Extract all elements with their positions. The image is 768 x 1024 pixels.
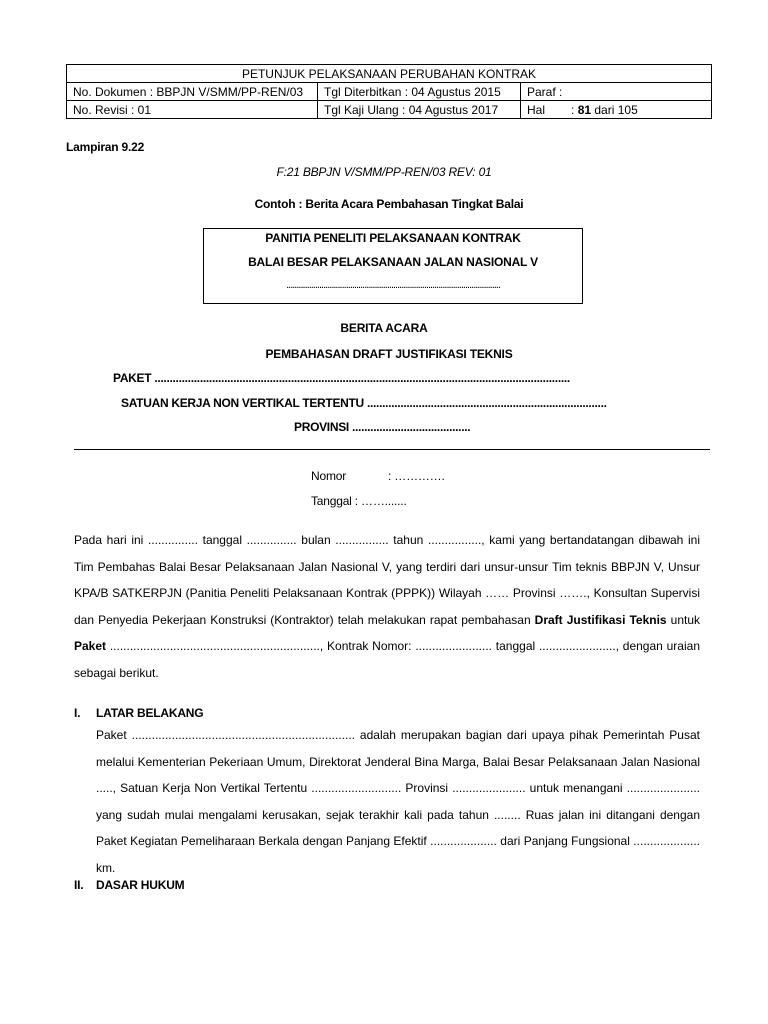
tanggal-label: Tanggal : ……....... [311,494,407,508]
intro-bold-paket: Paket [74,639,107,653]
title-divider [74,449,710,450]
doc-title-line-1: BERITA ACARA [340,321,428,335]
review-date-cell: Tgl Kaji Ulang : 04 Agustus 2017 [318,101,521,119]
section-1-number: I. [74,706,81,720]
intro-bold-draft: Draft Justifikasi Teknis [534,612,667,627]
committee-box [203,228,583,304]
document-header-table [66,64,712,119]
section-1-body: Paket ................................................................... adalah merupakan bagian dari upaya pihak Pemerintah Pusat melalui Kementerian Pekeriaan Umum, Direktorat Jenderal Bina Marga, Balai Besar Pelaksanaan Jalan Nasional ....., Satuan Kerja Non Vertikal Tertentu ........................... Provinsi ...................... untuk menangani ...................... yang sudah mulai mengalami kerusakan, sejak terakhir kali pada tahun ........ Ruas jalan ini ditangani dengan Paket Kegiatan Pemeliharaan Berkala dengan Panjang Efektif .................... dari Panjang Fungsional .................... km. [96,728,700,875]
intro-text-2: untuk [666,612,700,627]
committee-line-1: PANITIA PENELITI PELAKSANAAN KONTRAK [265,231,521,245]
revision-cell: No. Revisi : 01 [67,101,318,119]
page-label: Hal [527,102,546,117]
doc-number-cell: No. Dokumen : BBPJN V/SMM/PP-REN/03 [67,83,318,101]
page-colon: : [571,102,578,117]
section-1-title: LATAR BELAKANG [96,706,204,720]
nomor-value: : …………. [388,469,445,483]
page-cell [521,101,712,119]
header-title: PETUNJUK PELAKSANAAN PERUBAHAN KONTRAK [67,65,712,83]
nomor-label: Nomor [311,469,347,483]
provinsi-line: PROVINSI ....................................... [294,420,471,434]
intro-text-1: Pada hari ini ............... tanggal ............... bulan ................ tahun ................, kami yang bertandatangan dibawah ini Tim Pembahas Balai Besar Pelaksanaan Jalan Nasional V, yang terdiri dari unsur-unsur Tim teknis BBPJN V, Unsur KPA/B SATKERPJN (Panitia Peneliti Pelaksanaan Kontrak (PPPK)) Wilayah …… Provinsi ……., Konsultan Supervisi dan Penyedia Pekerjaan Konstruksi (Kontraktor) telah melakukan rapat pembahasan [74,533,700,627]
paraf-cell: Paraf : [521,83,712,101]
form-code: F:21 BBPJN V/SMM/PP-REN/03 REV: 01 [276,165,492,179]
page-number: 81 [577,102,592,117]
attachment-label: Lampiran 9.22 [66,140,145,154]
satker-line: SATUAN KERJA NON VERTIKAL TERTENTU ............................................................................... [121,396,607,410]
committee-line-3: ........................................................................................................ [286,279,500,291]
page-total: dari 105 [591,102,638,117]
issued-date-cell: Tgl Diterbitkan : 04 Agustus 2015 [318,83,521,101]
intro-paragraph [74,527,700,686]
doc-title-line-2: PEMBAHASAN DRAFT JUSTIFIKASI TEKNIS [265,347,513,361]
committee-line-2: BALAI BESAR PELAKSANAAN JALAN NASIONAL V [248,255,538,269]
section-2-number: II. [74,878,84,892]
intro-text-3: ..............................................................., Kontrak Nomor: ....................... tanggal ......................., dengan uraian sebagai berikut. [74,639,700,680]
section-2-title: DASAR HUKUM [96,878,185,892]
paket-line: PAKET ......................................................................................................................................... [113,371,570,385]
example-title: Contoh : Berita Acara Pembahasan Tingkat Balai [254,197,524,211]
